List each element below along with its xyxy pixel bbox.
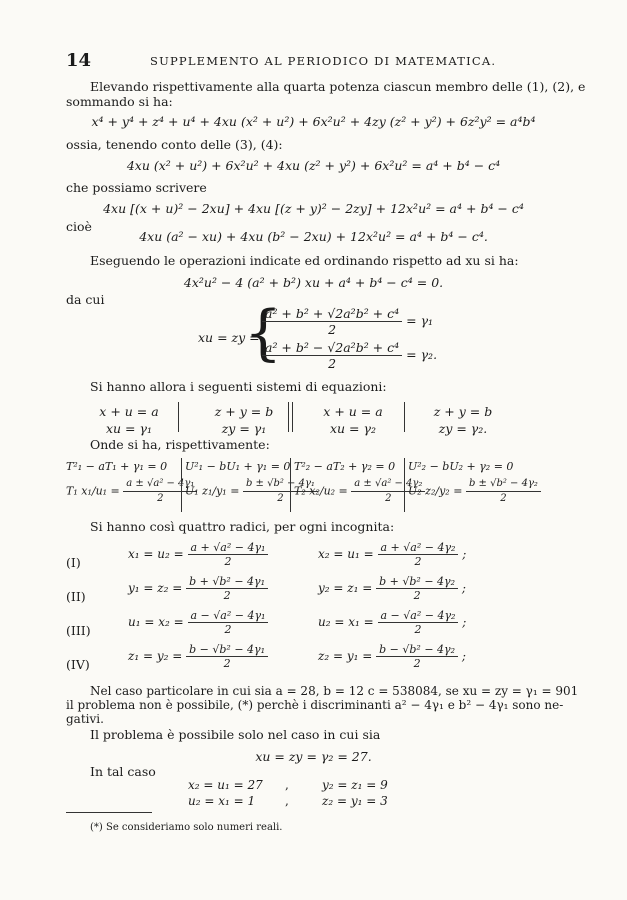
system-4-line-2: zy = γ₂.	[438, 421, 488, 436]
system-2-line-2: zy = γ₁	[221, 421, 267, 436]
root-1-suffix: ;	[462, 547, 467, 561]
root-label-4: (IV)	[66, 657, 90, 672]
big-brace: {	[244, 298, 283, 368]
quadratic-2-solution-numerator: b ± √b² − 4γ₁	[243, 477, 318, 492]
quadratic-1-solution-numerator: a ± √a² − 4γ₁	[123, 477, 197, 492]
final-row-2-separator: ,	[285, 794, 289, 808]
root-1-right-denominator: 2	[414, 555, 422, 568]
paragraph-4: cioè	[66, 219, 92, 234]
root-3-left-denominator: 2	[224, 623, 232, 636]
root-2-left-denominator: 2	[223, 589, 231, 602]
final-row-2-left: u₂ = x₁ = 1	[188, 794, 256, 808]
root-2-right-lhs: y₂ = z₁ =	[318, 581, 373, 595]
root-2-left-lhs: y₁ = z₂ =	[128, 581, 183, 595]
system-3-line-2: xu = γ₂	[329, 421, 376, 436]
quadratic-3	[294, 460, 423, 506]
root-4-left	[128, 643, 268, 670]
paragraph-9: Si hanno così quattro radici, per ogni incognita:	[90, 519, 395, 534]
paragraph-6: da cui	[66, 292, 105, 307]
system-3	[312, 403, 394, 437]
quadratic-4	[408, 460, 538, 506]
root-label-2: (II)	[66, 589, 86, 604]
root-label-1: (I)	[66, 555, 81, 570]
system-1-line-1: x + u = a	[99, 404, 159, 419]
system-4	[418, 403, 508, 437]
page-number: 14	[66, 50, 92, 71]
equation-5: 4x²u² − 4 (a² + b²) xu + a⁴ + b⁴ − c⁴ = 0.	[183, 275, 444, 290]
root-2-right-denominator: 2	[413, 589, 421, 602]
quadratic-1-solution	[66, 477, 195, 506]
root-1-left-lhs: x₁ = u₂ =	[128, 547, 184, 561]
equation-6-result-1: = γ₁	[406, 313, 434, 328]
paragraph-7: Si hanno allora i seguenti sistemi di equazioni:	[90, 379, 387, 394]
final-row-1-right: y₂ = z₁ = 9	[322, 778, 388, 792]
quadratic-1-solution-lhs: T₁ x₁/u₁ =	[66, 484, 120, 498]
quadratic-divider-3	[404, 458, 405, 512]
root-1-left-numerator: a + √a² − 4γ₁	[188, 541, 269, 555]
root-1-right-lhs: x₂ = u₁ =	[318, 547, 374, 561]
root-3-left-lhs: u₁ = x₂ =	[128, 615, 184, 629]
root-4-suffix: ;	[461, 649, 466, 663]
equation-6-denominator-2: 2	[328, 356, 337, 371]
footnote: (*) Se consideriamo solo numeri reali.	[90, 822, 283, 833]
root-1-left-denominator: 2	[224, 555, 232, 568]
final-row-1-separator: ,	[285, 778, 289, 792]
quadratic-1	[66, 460, 195, 506]
equation-4: 4xu (a² − xu) + 4xu (b² − 2xu) + 12x²u² = a⁴ + b⁴ − c⁴.	[139, 229, 488, 244]
equation-3: 4xu [(x + u)² − 2xu] + 4xu [(z + y)² − 2zy] + 12x²u² = a⁴ + b⁴ − c⁴	[103, 201, 524, 216]
final-row-2-right: z₂ = y₁ = 3	[322, 794, 388, 808]
root-4-left-denominator: 2	[223, 657, 231, 670]
root-4-left-numerator: b − √b² − 4γ₁	[186, 643, 268, 657]
paragraph-3: che possiamo scrivere	[66, 180, 207, 195]
quadratic-3-equation: T²₂ − aT₂ + γ₂ = 0	[294, 460, 396, 473]
quadratic-2-solution-lhs: U₁ z₁/y₁ =	[185, 484, 240, 498]
paragraph-12: In tal caso	[90, 764, 156, 779]
root-3-left	[128, 609, 268, 636]
quadratic-3-solution-denominator: 2	[385, 493, 392, 504]
system-3-line-1: x + u = a	[323, 404, 383, 419]
equation-6-branch-1	[262, 306, 433, 337]
root-4-left-lhs: z₁ = y₂ =	[128, 649, 183, 663]
system-divider-3	[404, 402, 405, 432]
paragraph-10-line-1: Nel caso particolare in cui sia a = 28, b = 12 c = 538084, se xu = zy = γ₁ = 901	[90, 684, 579, 698]
quadratic-divider-2	[290, 458, 291, 512]
root-2-left-numerator: b + √b² − 4γ₁	[186, 575, 268, 589]
quadratic-2-solution	[185, 477, 315, 506]
paragraph-11: Il problema è possibile solo nel caso in cui sia	[90, 727, 381, 742]
root-3-left-numerator: a − √a² − 4γ₁	[188, 609, 269, 623]
roots-block	[66, 541, 566, 681]
equation-6-numerator-2: a² + b² − √2a²b² + c⁴	[262, 340, 402, 356]
equation-7: xu = zy = γ₂ = 27.	[255, 749, 372, 764]
root-2-suffix: ;	[461, 581, 466, 595]
running-title: SUPPLEMENTO AL PERIODICO DI MATEMATICA.	[150, 54, 497, 68]
system-4-line-1: z + y = b	[433, 404, 493, 419]
root-1-left	[128, 541, 268, 568]
system-divider-1	[178, 402, 179, 432]
system-2-line-1: z + y = b	[214, 404, 274, 419]
root-2-right	[318, 575, 466, 602]
root-3-right	[318, 609, 466, 636]
quadratic-3-solution-numerator: a ± √a² − 4γ₂	[351, 477, 425, 492]
root-4-right-lhs: z₂ = y₁ =	[318, 649, 373, 663]
equation-6-result-2: = γ₂.	[406, 347, 438, 362]
root-4-right-denominator: 2	[413, 657, 421, 670]
root-3-right-lhs: u₂ = x₁ =	[318, 615, 374, 629]
system-1	[88, 403, 170, 437]
paragraph-2: ossia, tenendo conto delle (3), (4):	[66, 137, 283, 152]
equation-1: x⁴ + y⁴ + z⁴ + u⁴ + 4xu (x² + u²) + 6x²u² + 4zy (z² + y²) + 6z²y² = a⁴b⁴	[91, 114, 536, 129]
equation-6-branch-2	[262, 340, 437, 371]
footnote-rule	[66, 812, 152, 813]
quadratic-4-solution	[408, 477, 538, 506]
root-label-3: (III)	[66, 623, 91, 638]
paragraph-1-line-2: sommando si ha:	[66, 94, 173, 109]
quadratic-4-equation: U²₂ − bU₂ + γ₂ = 0	[408, 460, 514, 473]
quadratic-2-solution-denominator: 2	[277, 493, 284, 504]
root-2-right-numerator: b + √b² − 4γ₂	[376, 575, 458, 589]
quadratic-4-solution-denominator: 2	[500, 493, 507, 504]
root-4-right-numerator: b − √b² − 4γ₂	[376, 643, 458, 657]
root-4-right	[318, 643, 466, 670]
root-3-right-denominator: 2	[414, 623, 422, 636]
quadratic-1-solution-denominator: 2	[157, 493, 164, 504]
quadratic-4-solution-numerator: b ± √b² − 4γ₂	[466, 477, 541, 492]
system-divider-2a	[288, 402, 289, 432]
equation-6-numerator-1: a² + b² + √2a²b² + c⁴	[262, 306, 402, 322]
quadratic-divider-1	[181, 458, 182, 512]
paragraph-1-line-1: Elevando rispettivamente alla quarta potenza ciascun membro delle (1), (2), e	[90, 79, 586, 94]
root-2-left	[128, 575, 268, 602]
root-3-right-numerator: a − √a² − 4γ₂	[378, 609, 459, 623]
quadratic-2	[185, 460, 315, 506]
root-3-suffix: ;	[462, 615, 467, 629]
quadratic-3-solution	[294, 477, 423, 506]
paragraph-10-line-2: il problema non è possibile, (*) perchè i discriminanti a² − 4γ₁ e b² − 4γ₁ sono ne-	[66, 698, 564, 712]
quadratic-2-equation: U²₁ − bU₁ + γ₁ = 0	[185, 460, 291, 473]
equation-6-denominator-1: 2	[328, 322, 337, 337]
quadratic-3-solution-lhs: T₂ x₂/u₂ =	[294, 484, 348, 498]
quadratic-4-solution-lhs: U₂ z₂/y₂ =	[408, 484, 463, 498]
equation-6-lhs: xu = zy =	[198, 330, 260, 345]
equation-2: 4xu (x² + u²) + 6x²u² + 4xu (z² + y²) + 6x²u² = a⁴ + b⁴ − c⁴	[126, 158, 501, 173]
root-1-right-numerator: a + √a² − 4γ₂	[378, 541, 459, 555]
quadratic-1-equation: T²₁ − aT₁ + γ₁ = 0	[66, 460, 168, 473]
system-divider-2b	[292, 402, 293, 432]
paragraph-5: Eseguendo le operazioni indicate ed ordinando rispetto ad xu si ha:	[90, 253, 519, 268]
root-1-right	[318, 541, 466, 568]
system-1-line-2: xu = γ₁	[105, 421, 152, 436]
paragraph-10-line-3: gativi.	[66, 712, 104, 726]
paragraph-8: Onde si ha, rispettivamente:	[90, 437, 270, 452]
system-2	[203, 403, 285, 437]
final-row-1-left: x₂ = u₁ = 27	[188, 778, 263, 792]
